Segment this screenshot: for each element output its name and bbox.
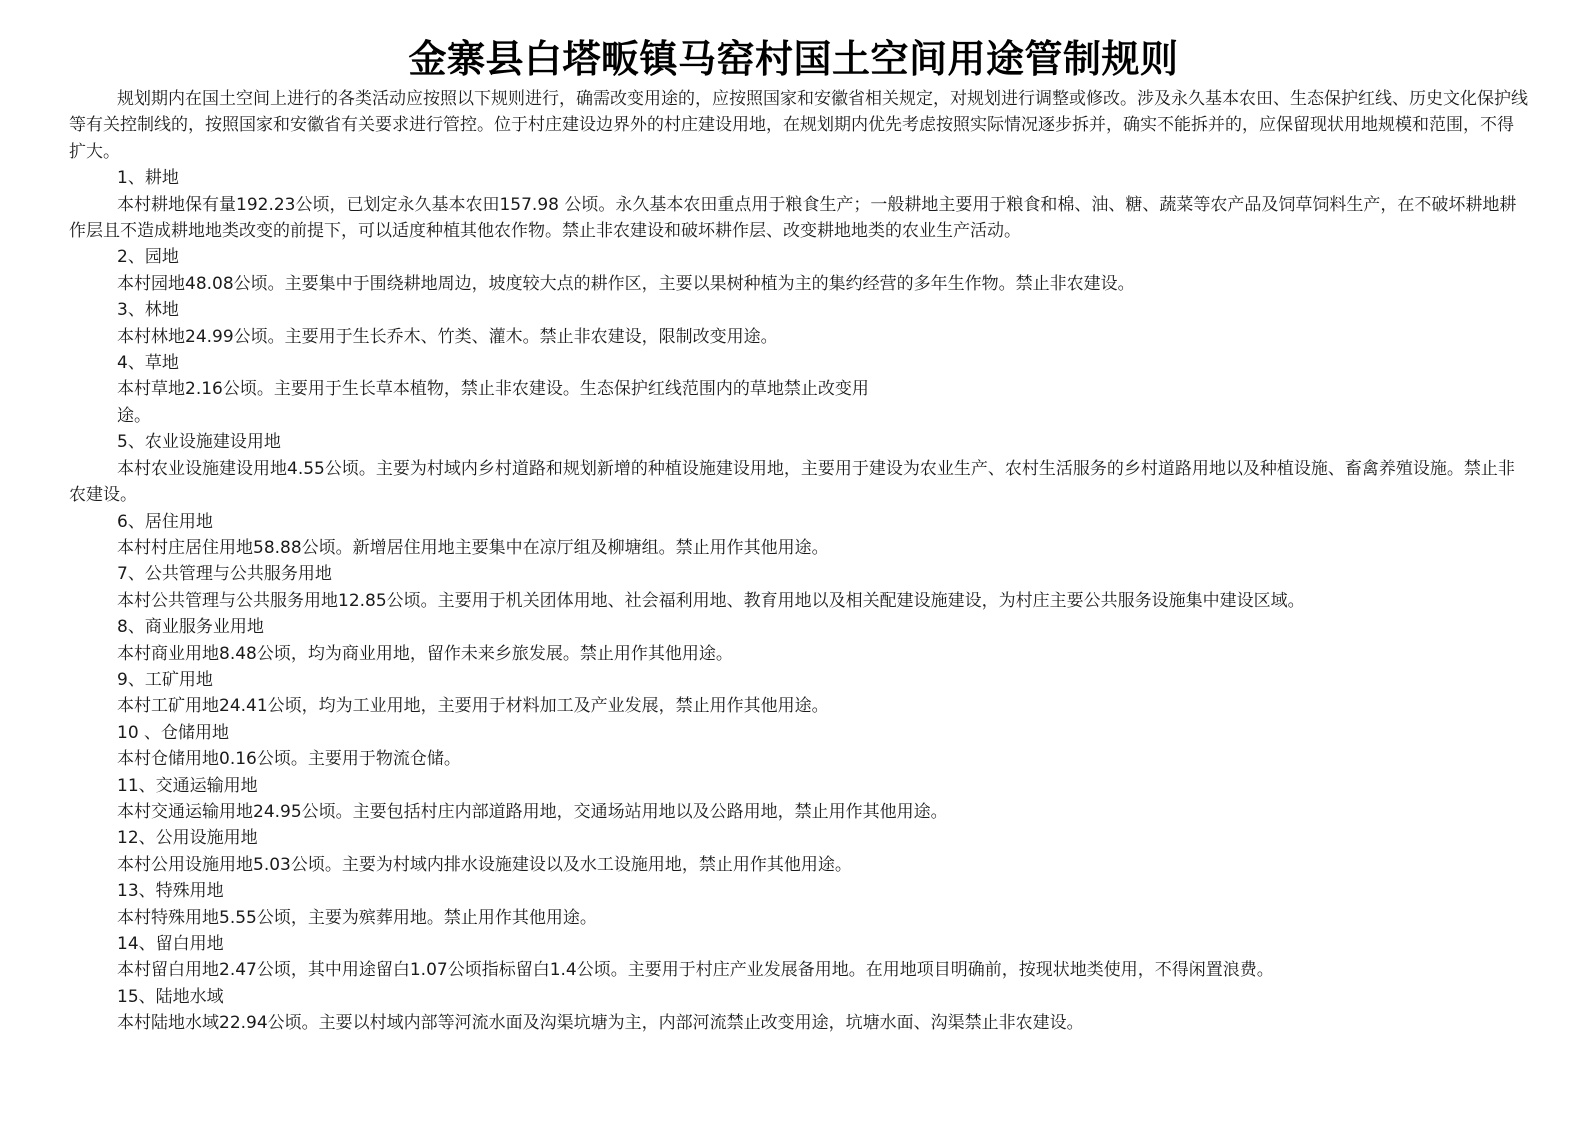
section-heading-special-land: 13、特殊用地: [117, 881, 224, 902]
section-text-grassland: 本村草地2.16公顷。主要用于生长草本植物，禁止非农建设。生态保护红线范围内的草地禁止改变用: [117, 379, 869, 400]
section-heading-cultivated-land: 1、耕地: [117, 168, 179, 189]
section-text-land-water-area: 本村陆地水域22.94公顷。主要以村域内部等河流水面及沟渠坑塘为主，内部河流禁止改变用途，坑塘水面、沟渠禁止非农建设。: [117, 1013, 1084, 1034]
section-text-agricultural-facility-land: 本村农业设施建设用地4.55公顷。主要为村域内乡村道路和规划新增的种植设施建设用地，主要用于建设为农业生产、农村生活服务的乡村道路用地以及种植设施、畜禽养殖设施。禁止非农建设。: [69, 458, 1515, 506]
intro-paragraph: 规划期内在国土空间上进行的各类活动应按照以下规则进行，确需改变用途的，应按照国家和安徽省相关规定，对规划进行调整或修改。涉及永久基本农田、生态保护红线、历史文化保护线等有关控制线的，按照国家和安徽省有关要求进行管控。位于村庄建设边界外的村庄建设用地，在规划期内优先考虑按照实际情况逐步拆并，确实不能拆并的，应保留现状用地规模和范围，不得扩大。: [69, 89, 1528, 162]
section-text-commercial-land: 本村商业用地8.48公顷，均为商业用地，留作未来乡旅发展。禁止用作其他用途。: [117, 643, 733, 664]
section-text-garden-land: 本村园地48.08公顷。主要集中于围绕耕地周边，坡度较大点的耕作区，主要以果树种植为主的集约经营的多年生作物。禁止非农建设。: [117, 273, 1135, 294]
section-heading-garden-land: 2、园地: [117, 247, 179, 268]
section-heading-public-service-land: 7、公共管理与公共服务用地: [117, 564, 332, 585]
section-heading-agricultural-facility-land: 5、农业设施建设用地: [117, 432, 281, 453]
section-heading-forest-land: 3、林地: [117, 300, 179, 321]
section-text-residential-land: 本村村庄居住用地58.88公顷。新增居住用地主要集中在凉厅组及柳塘组。禁止用作其他用途。: [117, 537, 829, 558]
section-text-grassland-continued: 途。: [117, 405, 151, 426]
section-heading-reserved-land: 14、留白用地: [117, 934, 224, 954]
section-text-special-land: 本村特殊用地5.55公顷，主要为殡葬用地。禁止用作其他用途。: [117, 907, 597, 928]
section-text-cultivated-land: 本村耕地保有量192.23公顷，已划定永久基本农田157.98 公顷。永久基本农田重点用于粮食生产；一般耕地主要用于粮食和棉、油、糖、蔬菜等农产品及饲草饲料生产，在不破坏耕地耕作层且不造成耕地地类改变的前提下，可以适度种植其他农作物。禁止非农建设和破坏耕作层、改变耕地地类的农业生产活动。: [69, 194, 1517, 242]
section-heading-industrial-mining-land: 9、工矿用地: [117, 669, 213, 690]
section-text-transport-land: 本村交通运输用地24.95公顷。主要包括村庄内部道路用地，交通场站用地以及公路用地，禁止用作其他用途。: [117, 801, 948, 822]
section-heading-commercial-land: 8、商业服务业用地: [117, 617, 264, 638]
section-text-forest-land: 本村林地24.99公顷。主要用于生长乔木、竹类、灌木。禁止非农建设，限制改变用途。: [117, 326, 778, 347]
document-body: [69, 86, 1529, 1037]
section-heading-transport-land: 11、交通运输用地: [117, 775, 258, 796]
page-title: 金寨县白塔畈镇马窑村国土空间用途管制规则: [408, 37, 1179, 81]
section-heading-utility-land: 12、公用设施用地: [117, 828, 258, 849]
section-text-public-service-land: 本村公共管理与公共服务用地12.85公顷。主要用于机关团体用地、社会福利用地、教育用地以及相关配建设施建设，为村庄主要公共服务设施集中建设区域。: [117, 590, 1305, 611]
section-text-utility-land: 本村公用设施用地5.03公顷。主要为村域内排水设施建设以及水工设施用地，禁止用作其他用途。: [117, 854, 852, 875]
section-text-industrial-mining-land: 本村工矿用地24.41公顷，均为工业用地，主要用于材料加工及产业发展，禁止用作其他用途。: [117, 696, 829, 717]
section-heading-residential-land: 6、居住用地: [117, 511, 213, 532]
section-text-reserved-land: 本村留白用地2.47公顷，其中用途留白1.07公顷指标留白1.4公顷。主要用于村庄产业发展备用地。在用地项目明确前，按现状地类使用，不得闲置浪费。: [117, 960, 1274, 981]
section-heading-grassland: 4、草地: [117, 353, 179, 374]
section-text-storage-land: 本村仓储用地0.16公顷。主要用于物流仓储。: [117, 749, 461, 770]
section-heading-land-water-area: 15、陆地水域: [117, 986, 224, 1007]
section-heading-storage-land: 10 、仓储用地: [117, 722, 230, 743]
